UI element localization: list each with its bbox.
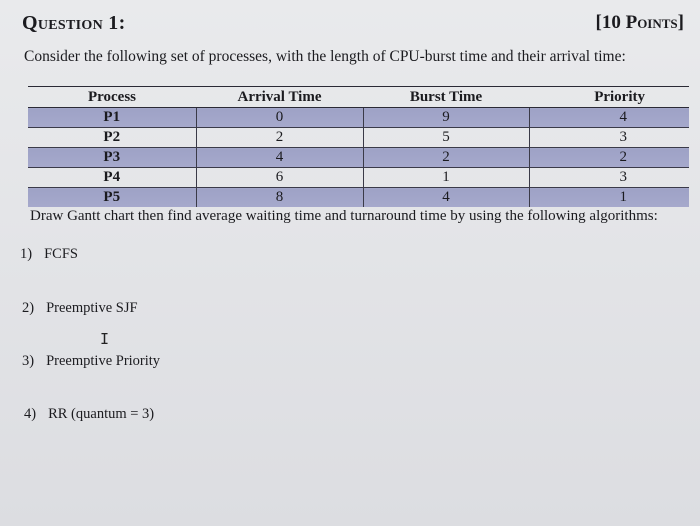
algorithm-label: Preemptive Priority bbox=[46, 353, 161, 369]
question-header bbox=[22, 8, 684, 40]
burst-time: 1 bbox=[363, 168, 529, 188]
algorithm-label: Preemptive SJF bbox=[46, 300, 138, 316]
table-row bbox=[28, 188, 689, 208]
algorithm-item-preemptive-sjf bbox=[22, 300, 138, 317]
algorithm-number: 3) bbox=[22, 353, 35, 369]
table-row bbox=[28, 128, 689, 148]
algorithm-item-preemptive-priority bbox=[22, 353, 160, 370]
arrival-time: 2 bbox=[196, 128, 363, 148]
process-name: P1 bbox=[28, 108, 196, 128]
burst-time: 9 bbox=[363, 108, 529, 128]
process-name: P5 bbox=[28, 188, 196, 208]
arrival-time: 4 bbox=[196, 148, 363, 168]
burst-time: 4 bbox=[363, 188, 529, 208]
table-row bbox=[28, 108, 689, 128]
arrival-time: 0 bbox=[196, 108, 363, 128]
process-name: P4 bbox=[28, 168, 196, 188]
header-process: Process bbox=[28, 87, 196, 108]
intro-text: Consider the following set of processes, with the length of CPU-burst time and their arrival time: bbox=[24, 48, 626, 65]
question-points: [10 Points] bbox=[595, 12, 684, 33]
process-name: P3 bbox=[28, 148, 196, 168]
algorithm-number: 4) bbox=[24, 406, 37, 422]
priority: 2 bbox=[529, 148, 689, 168]
arrival-time: 8 bbox=[196, 188, 363, 208]
arrival-time: 6 bbox=[196, 168, 363, 188]
table-header-row bbox=[28, 87, 689, 108]
priority: 3 bbox=[529, 128, 689, 148]
process-name: P2 bbox=[28, 128, 196, 148]
header-burst-time: Burst Time bbox=[363, 87, 529, 108]
priority: 4 bbox=[529, 108, 689, 128]
table-row bbox=[28, 168, 689, 188]
burst-time: 2 bbox=[363, 148, 529, 168]
text-cursor-icon bbox=[100, 331, 108, 347]
instruction-text: Draw Gantt chart then find average waiting time and turnaround time by using the following algorithms: bbox=[30, 208, 658, 224]
algorithm-label: FCFS bbox=[44, 246, 78, 262]
header-priority: Priority bbox=[529, 87, 689, 108]
priority: 1 bbox=[529, 188, 689, 208]
header-arrival-time: Arrival Time bbox=[196, 87, 363, 108]
burst-time: 5 bbox=[363, 128, 529, 148]
question-title: Question 1: bbox=[22, 12, 126, 34]
priority: 3 bbox=[529, 168, 689, 188]
process-table bbox=[28, 86, 689, 207]
algorithm-item-fcfs bbox=[20, 246, 78, 263]
algorithm-item-round-robin bbox=[24, 406, 154, 423]
algorithm-label: RR (quantum = 3) bbox=[48, 406, 155, 422]
algorithm-number: 2) bbox=[22, 300, 35, 316]
table-row bbox=[28, 148, 689, 168]
algorithm-number: 1) bbox=[20, 246, 33, 262]
